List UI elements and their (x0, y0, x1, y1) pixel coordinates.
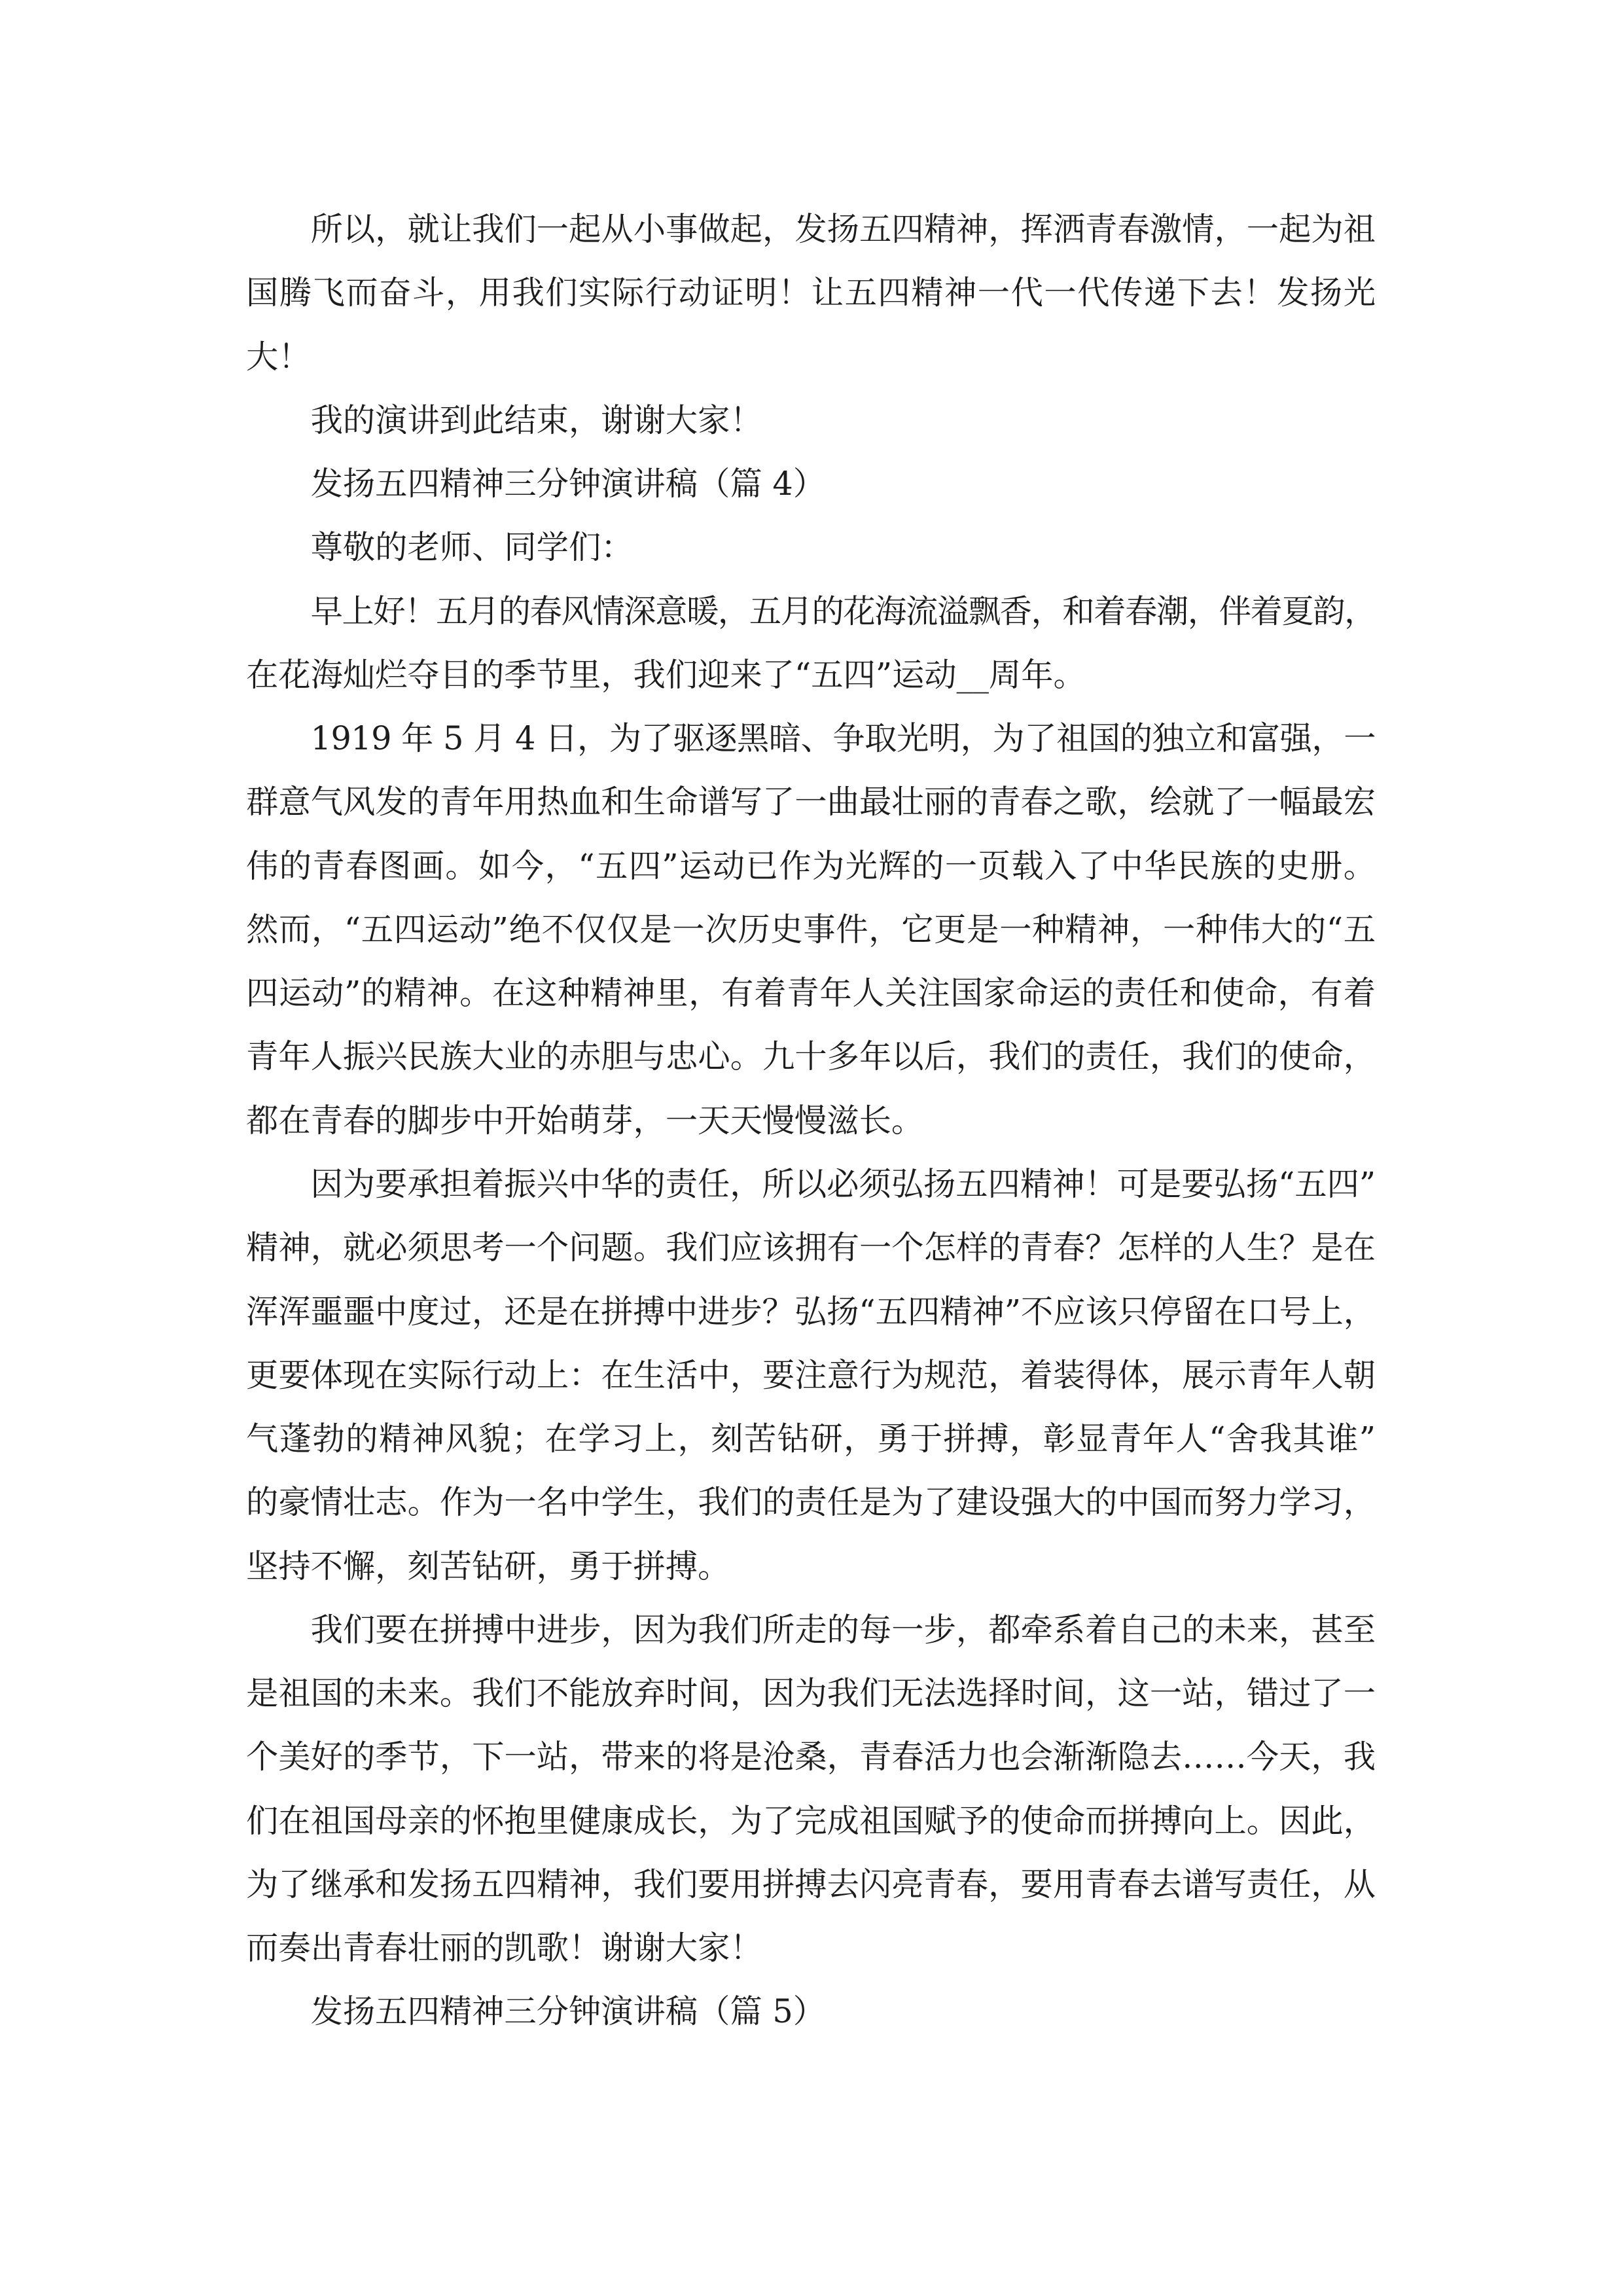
paragraph-line: 而奏出青春壮丽的凯歌！谢谢大家！ (246, 1929, 762, 1967)
paragraph (246, 198, 1376, 389)
paragraph-line: 是祖国的未来。我们不能放弃时间，因为我们无法选择时间，这一站，错过了一 (246, 1674, 1376, 1713)
paragraph-line: 伟的青春图画。如今，“五四”运动已作为光辉的一页载入了中华民族的史册。 (246, 846, 1376, 885)
speech-title: 发扬五四精神三分钟演讲稿（篇 4） (310, 465, 826, 503)
speech-4-title-block (246, 452, 1376, 516)
paragraph-line: 所以，就让我们一起从小事做起，发扬五四精神，挥洒青春激情，一起为祖 (310, 210, 1376, 248)
paragraph (246, 1153, 1376, 1598)
paragraph-line: 坚持不懈，刻苦钻研，勇于拼搏。 (246, 1547, 730, 1585)
paragraph-line: 大！ (246, 337, 311, 376)
speech-4-body (246, 580, 1376, 1981)
paragraph-line: 浑浑噩噩中度过，还是在拼搏中进步？弘扬“五四精神”不应该只停留在口号上， (246, 1292, 1376, 1331)
paragraph-line: 早上好！五月的春风情深意暖，五月的花海流溢飘香，和着春潮，伴着夏韵， (310, 592, 1376, 630)
paragraph (246, 707, 1376, 1153)
paragraph-line: 在花海灿烂夺目的季节里，我们迎来了“五四”运动__周年。 (246, 655, 1086, 694)
paragraph-line: 们在祖国母亲的怀抱里健康成长，为了完成祖国赋予的使命而拼搏向上。因此， (246, 1801, 1376, 1840)
paragraph (246, 1598, 1376, 1981)
paragraph-line: 都在青春的脚步中开始萌芽，一天天慢慢滋长。 (246, 1101, 924, 1139)
paragraph (246, 389, 1376, 452)
paragraph-line: 为了继承和发扬五四精神，我们要用拼搏去闪亮青春，要用青春去谱写责任，从 (246, 1865, 1376, 1903)
speech-title: 发扬五四精神三分钟演讲稿（篇 5） (310, 1992, 826, 2031)
paragraph-line: 的豪情壮志。作为一名中学生，我们的责任是为了建设强大的中国而努力学习， (246, 1483, 1376, 1522)
paragraph (246, 580, 1376, 708)
salutation-block (246, 516, 1376, 579)
paragraph-line: 国腾飞而奋斗，用我们实际行动证明！让五四精神一代一代传递下去！发扬光 (246, 274, 1376, 312)
paragraph-line: 更要体现在实际行动上：在生活中，要注意行为规范，着装得体，展示青年人朝 (246, 1355, 1376, 1394)
paragraph-line: 精神，就必须思考一个问题。我们应该拥有一个怎样的青春？怎样的人生？是在 (246, 1229, 1376, 1267)
paragraph-line: 因为要承担着振兴中华的责任，所以必须弘扬五四精神！可是要弘扬“五四” (310, 1164, 1376, 1203)
paragraph-line: 气蓬勃的精神风貌；在学习上，刻苦钻研，勇于拼搏，彰显青年人“舍我其谁” (246, 1420, 1376, 1458)
paragraph-line: 1919 年 5 月 4 日，为了驱逐黑暗、争取光明，为了祖国的独立和富强，一 (310, 719, 1376, 758)
paragraph-line: 青年人振兴民族大业的赤胆与忠心。九十多年以后，我们的责任，我们的使命， (246, 1037, 1376, 1076)
document-body (246, 198, 1376, 2044)
paragraph-line: 我的演讲到此结束，谢谢大家！ (310, 401, 762, 439)
paragraph-line: 群意气风发的青年用热血和生命谱写了一曲最壮丽的青春之歌，绘就了一幅最宏 (246, 783, 1376, 821)
previous-speech-closing (246, 198, 1376, 452)
paragraph-line: 然而，“五四运动”绝不仅仅是一次历史事件，它更是一种精神，一种伟大的“五 (246, 910, 1376, 948)
paragraph-line: 四运动”的精神。在这种精神里，有着青年人关注国家命运的责任和使命，有着 (246, 974, 1376, 1013)
paragraph-line: 个美好的季节，下一站，带来的将是沧桑，青春活力也会渐渐隐去……今天，我 (246, 1738, 1376, 1776)
paragraph-line: 我们要在拼搏中进步，因为我们所走的每一步，都牵系着自己的未来，甚至 (310, 1610, 1376, 1649)
salutation: 尊敬的老师、同学们： (310, 528, 633, 567)
speech-5-title-block (246, 1980, 1376, 2043)
